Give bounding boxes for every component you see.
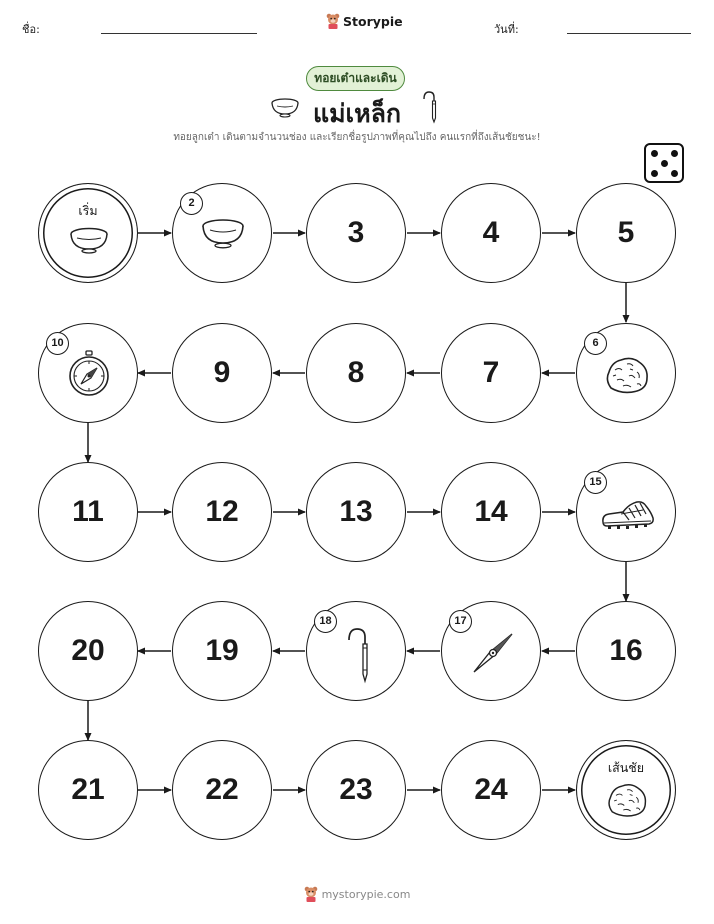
name-label: ชื่อ: [22,23,40,36]
board-cell-12 [172,462,272,562]
cell-number: 3 [347,216,365,249]
cell-number: 14 [474,495,508,528]
page-title: แม่เหล็ก [312,99,402,128]
board-cell-13 [306,462,406,562]
cell-badge: 17 [449,610,472,633]
compass-needle-icon [470,630,516,676]
cell-number: 20 [71,634,105,667]
board-cell-19 [172,601,272,701]
board-cell-8 [306,323,406,423]
cell-number: 16 [609,634,643,667]
hook-icon [345,626,369,684]
bowl-icon [200,217,246,251]
start-label: เริ่ม [78,203,98,218]
cleat-shoe-icon [599,498,657,532]
board-cell-9 [172,323,272,423]
cell-badge: 10 [46,332,69,355]
cell-badge: 6 [584,332,607,355]
board-cell-22 [172,740,272,840]
cell-number: 12 [205,495,239,528]
board-cell-start [38,183,138,283]
board-cell-10 [38,323,138,423]
brand-name: Storypie [343,13,403,29]
rock-icon [603,354,651,396]
cell-number: 21 [71,773,105,806]
board-cell-3 [306,183,406,283]
cell-number: 5 [617,216,635,249]
cell-number: 9 [213,356,231,389]
board-cell-7 [441,323,541,423]
board-cell-finish [576,740,676,840]
board-cell-6 [576,323,676,423]
board-cell-15 [576,462,676,562]
board-cell-16 [576,601,676,701]
board-cell-21 [38,740,138,840]
bear-mascot-icon [304,886,318,902]
compass-icon [66,349,112,397]
date-label: วันที่: [494,23,519,36]
board-cell-4 [441,183,541,283]
cell-number: 23 [339,773,373,806]
cell-badge: 15 [584,471,607,494]
board-cell-18 [306,601,406,701]
footer-url[interactable]: mystorypie.com [321,887,411,901]
rock-icon [605,780,649,820]
cell-number: 4 [482,216,500,249]
footer [0,886,714,902]
cell-number: 19 [205,634,239,667]
cell-badge: 2 [180,192,203,215]
finish-label: เส้นชัย [607,760,645,775]
cell-number: 11 [72,495,104,528]
bowl-icon [68,226,110,256]
board-cell-23 [306,740,406,840]
board-cell-5 [576,183,676,283]
cell-badge: 18 [314,610,337,633]
board-cell-14 [441,462,541,562]
cell-number: 8 [347,356,365,389]
board-cell-2 [172,183,272,283]
board-cell-17 [441,601,541,701]
game-type-tag: ทอยเต๋าและเดิน [306,66,405,91]
instructions: ทอยลูกเต๋า เดินตามจำนวนช่อง และเรียกชื่อรูปภาพที่คุณไปถึง คนแรกที่ถึงเส้นชัยชนะ! [173,132,541,143]
cell-number: 22 [205,773,239,806]
board-cell-11 [38,462,138,562]
cell-number: 24 [474,773,508,806]
board-cell-24 [441,740,541,840]
board-cell-20 [38,601,138,701]
cell-number: 7 [482,356,500,389]
cell-number: 13 [339,495,373,528]
